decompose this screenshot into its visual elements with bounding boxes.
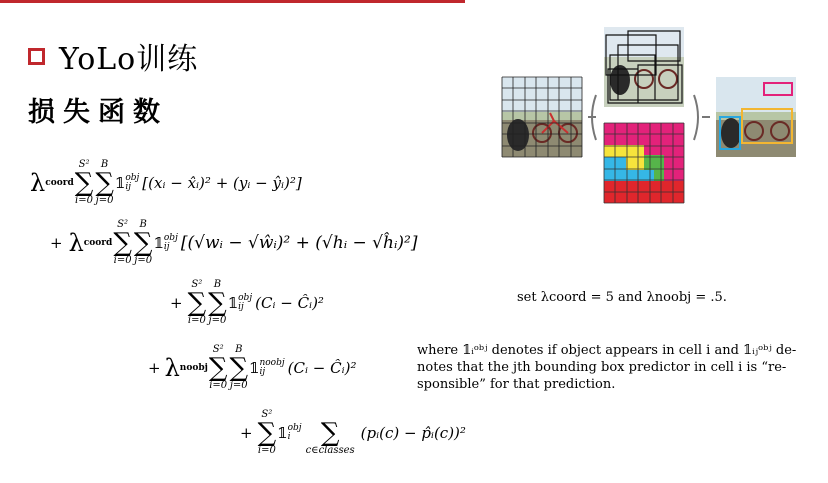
lambda-symbol: λ <box>30 169 46 197</box>
formula-line-4: + λ noobj S² ∑ i=0 B ∑ j=0 𝟙 noobj ij (Cᵢ − Ĉᵢ)² <box>148 344 357 391</box>
final-detections-image <box>716 77 796 157</box>
square-bullet-icon <box>28 48 45 65</box>
formula-term-2: [(√wᵢ − √ŵᵢ)² + (√hᵢ − √ĥᵢ)²] <box>180 233 418 253</box>
formula-line-3: + S² ∑ i=0 B ∑ j=0 𝟙 obj ij (Cᵢ − Ĉᵢ)² <box>170 279 324 326</box>
page-title: YoLo训练 <box>59 42 199 77</box>
formula-term-3: (Cᵢ − Ĉᵢ)² <box>255 294 324 312</box>
input-grid-image <box>502 77 582 157</box>
indicator-description: where 𝟙ᵢᵒᵇʲ denotes if object appears in cell i and 𝟙ᵢⱼᵒᵇʲ de- notes that the jth bounding box predictor in cell i is “re- sponsible” for that prediction. <box>417 343 797 392</box>
yolo-pipeline-figure <box>498 25 798 205</box>
page-subtitle: 损失函数 <box>28 97 168 128</box>
formula-line-5: + S² ∑ i=0 𝟙 obj i ∑ c∈classes (pᵢ(c) − p̂ᵢ(c))² <box>240 409 466 456</box>
formula-line-1: λ coord S² ∑ i=0 B ∑ j=0 𝟙 obj ij [(xᵢ − x̂ᵢ)² + (yᵢ − ŷᵢ)²] <box>30 159 302 206</box>
formula-term-5: (pᵢ(c) − p̂ᵢ(c))² <box>360 424 466 442</box>
top-accent-bar <box>0 0 465 3</box>
split-brace-icon <box>588 95 596 140</box>
merge-brace-icon <box>694 95 710 140</box>
formula-term-1: [(xᵢ − x̂ᵢ)² + (yᵢ − ŷᵢ)²] <box>142 174 302 192</box>
bounding-boxes-image <box>604 27 684 107</box>
lambda-setting-note: set λcoord = 5 and λnoobj = .5. <box>517 290 727 305</box>
class-probability-map <box>604 123 684 203</box>
lambda-sub: coord <box>45 178 74 188</box>
title-row <box>28 36 198 76</box>
formula-line-2: + λ coord S² ∑ i=0 B ∑ j=0 𝟙 obj ij [(√wᵢ − √ŵᵢ)² + (√hᵢ − √ĥᵢ)²] <box>50 219 418 266</box>
sum-i: S² ∑ i=0 <box>74 159 94 206</box>
formula-term-4: (Cᵢ − Ĉᵢ)² <box>287 359 357 377</box>
sum-j: B ∑ j=0 <box>95 159 114 206</box>
